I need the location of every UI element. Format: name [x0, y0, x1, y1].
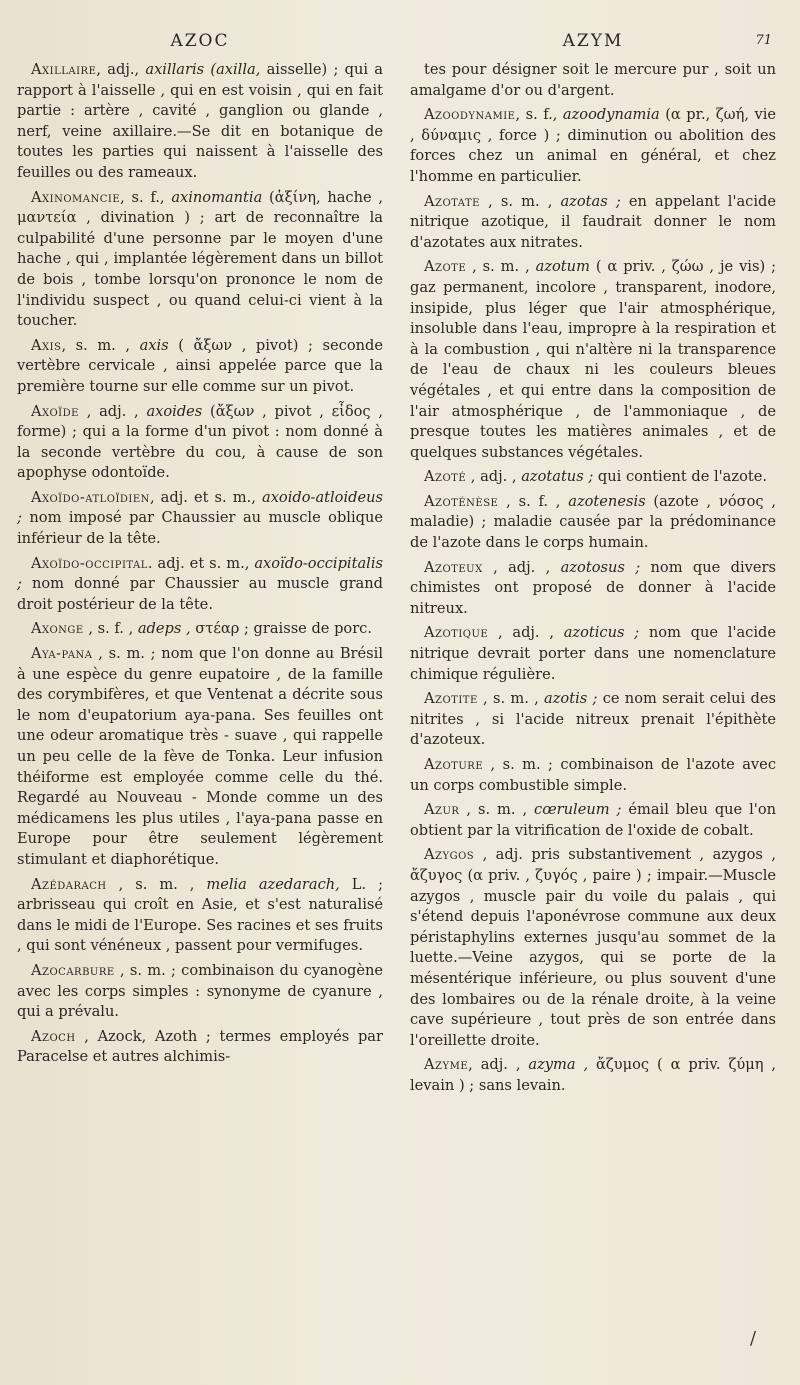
dictionary-entry: [410, 60, 776, 101]
dictionary-entry: [17, 1027, 383, 1068]
entry-definition: (azote , νόσος , maladie) ; maladie causée par la prédominance de l'azote dans le corps humain.: [410, 492, 776, 552]
entry-definition: aisselle) ; qui a rapport à l'aisselle , qui en est voisin , qui en fait partie : artère , cavité , ganglion ou glande , nerf, veine axillaire.—Se dit en botanique de toutes les parties qui naissent à l'aisselle des feuilles ou des rameaux.: [17, 61, 383, 181]
entry-definition: qui contient de l'azote.: [593, 468, 767, 486]
entry-headword: Axonge: [31, 620, 84, 638]
entry-definition: στέαρ ; graisse de porc.: [190, 620, 372, 638]
dictionary-entry: [410, 845, 776, 1051]
entry-headword: Azoture: [424, 756, 484, 773]
left-entries: [17, 60, 383, 1068]
header-left-text: AZOC: [170, 31, 230, 51]
right-column: [410, 0, 776, 1101]
entry-headword: Azédarach: [31, 875, 107, 893]
entry-grammar: , s. f.,: [515, 106, 563, 124]
entry-headword: Axillaire: [31, 61, 97, 78]
entry-latin: axis: [139, 336, 169, 354]
dictionary-entry: [17, 188, 383, 332]
entry-headword: Azoté: [424, 468, 467, 486]
entry-headword: Axinomancie: [31, 188, 121, 206]
entry-definition: L. ; arbrisseau qui croît en Asie, et s'est naturalisé dans le midi de l'Europe. Ses racines et ses fruits , qui sont vénéneux , passent pour vermifuges.: [17, 875, 383, 955]
dictionary-entry: [17, 961, 383, 1023]
entry-grammar: , adj. ,: [78, 402, 147, 420]
entry-latin: azoticus ;: [563, 624, 640, 642]
entry-headword: Azote: [424, 258, 467, 276]
entry-latin: axillaris (axilla,: [145, 61, 261, 78]
entry-headword: Azyme: [424, 1056, 469, 1074]
entry-definition: combinaison de l'azote avec un corps combustible simple.: [410, 756, 776, 794]
entry-latin: azotas ;: [560, 192, 621, 210]
entry-definition: (ἀξίνη, hache , μαντεία , divination ) ; art de reconnaître la culpabilité d'une personne par le moyen d'une hache , qui , implantée légèrement dans un billot de bois , tombe lorsqu'on prononce le nom de l'individu suspect , ou quand celui-ci vient à la toucher.: [17, 188, 383, 330]
entry-grammar: , s. m. ;: [92, 645, 162, 663]
entry-headword: Azoténèse: [424, 492, 499, 510]
entry-headword: Axis: [31, 336, 62, 354]
dictionary-entry: [17, 488, 383, 550]
entry-latin: cœruleum ;: [534, 801, 622, 819]
entry-grammar: . adj. et s. m.,: [147, 554, 255, 572]
stray-mark: /: [750, 1328, 757, 1349]
entry-definition: nom que l'on donne au Brésil à une espèce du genre eupatoire , de la famille des corymbifères, et que Ventenat a décrite sous le nom d'eupatorium aya-pana. Ses feuilles ont une odeur aromatique très - suave , qui rappelle un peu celle de la fève de Tonka. Leur infusion théiforme est employée comme celle du thé. Regardé au Nouveau - Monde comme un des médicamens les plus utiles , l'aya-pana passe en Europe pour être seulement légèrement stimulant et diaphorétique.: [17, 645, 383, 868]
entry-definition: émail bleu que l'on obtient par la vitrification de l'oxide de cobalt.: [410, 801, 777, 839]
entry-grammar: , s. m. ,: [106, 875, 207, 893]
entry-definition: nom donné par Chaussier au muscle grand droit postérieur de la tête.: [17, 575, 383, 613]
entry-latin: melia azedarach,: [206, 875, 340, 893]
dictionary-entry: [17, 875, 383, 957]
entry-definition: tes pour désigner soit le mercure pur , soit un amalgame d'or ou d'argent.: [410, 61, 776, 99]
entry-definition: ( ἄξων , pivot) ; seconde vertèbre cervicale , ainsi appelée parce que la première tourne sur elle comme sur un pivot.: [17, 336, 383, 395]
entry-grammar: , adj. ,: [466, 468, 522, 486]
entry-grammar: , s. m. ,: [466, 258, 536, 276]
entry-grammar: , s. m. ,: [459, 801, 535, 819]
entry-grammar: , s. m. ,: [477, 690, 545, 708]
entry-headword: Axoïde: [31, 402, 79, 420]
entry-definition: en appelant l'acide nitrique azotique, il faudrait donner le nom d'azotates aux nitrates.: [410, 192, 777, 251]
dictionary-entry: [410, 755, 776, 796]
running-header-left: [17, 26, 383, 56]
dictionary-entry: [410, 257, 776, 463]
entry-definition: nom imposé par Chaussier au muscle oblique inférieur de la tête.: [17, 509, 383, 548]
page-number: 71: [755, 33, 772, 48]
entry-headword: Azocarbure: [31, 961, 115, 979]
header-right-text: AZYM: [562, 31, 624, 51]
entry-latin: azotosus ;: [560, 558, 641, 576]
entry-grammar: , adj.,: [96, 61, 146, 78]
entry-headword: Axoïdo-atloïdien: [31, 488, 150, 506]
entry-headword: Azoch: [31, 1027, 76, 1045]
entry-grammar: , adj.: [474, 846, 532, 864]
dictionary-entry: [410, 558, 776, 620]
dictionary-entry: [410, 1055, 776, 1096]
entry-definition: nom que divers chimistes ont proposé de donner à l'acide nitreux.: [410, 558, 776, 617]
dictionary-entry: [410, 192, 776, 254]
entry-definition: ce nom serait celui des nitrites , si l'acide nitreux prenait l'épithète d'azoteux.: [410, 690, 776, 749]
dictionary-entry: [17, 336, 383, 398]
running-header-right: [410, 26, 776, 56]
dictionary-entry: [17, 644, 383, 871]
dictionary-entry: [410, 800, 776, 841]
entry-latin: axoido-atloideus ;: [17, 488, 383, 527]
dictionary-entry: [410, 689, 776, 751]
entry-definition: Azock, Azoth ; termes employés par Paracelse et autres alchimis-: [17, 1027, 383, 1066]
entry-definition: (α pr., ζωή, vie , δύναμις , force ) ; diminution ou abolition des forces chez un animal en général, et chez l'homme en particulier.: [410, 106, 777, 185]
entry-headword: Azoodynamie: [424, 106, 516, 124]
entry-definition: (ἄξων , pivot , εἶδος , forme) ; qui a la forme d'un pivot : nom donné à la seconde vertèbre du cou, à cause de son apophyse odontoïde.: [17, 402, 383, 482]
entry-grammar: , adj. ,: [468, 1056, 529, 1074]
entry-definition: ( α priv. , ζώω , je vis) ; gaz permanent, incolore , transparent, inodore, insipide, plus léger que l'air atmosphérique, insoluble dans l'eau, impropre à la respiration et à la combustion , qui n'altère ni la transparence de l'eau de chaux ni les couleurs bleues végétales , et qui entre dans la composition de l'air atmosphérique , de l'ammoniaque , de presque toutes les matières animales , et de quelques substances végétales.: [410, 258, 776, 461]
dictionary-entry: [410, 623, 776, 685]
dictionary-entry: [17, 402, 383, 484]
left-column: [17, 0, 383, 1072]
entry-headword: Azotique: [424, 624, 489, 642]
entry-headword: Azoteux: [424, 558, 483, 576]
entry-grammar: , s. f.,: [120, 188, 172, 206]
entry-latin: azotum: [535, 258, 590, 276]
entry-latin: azyma ,: [528, 1056, 589, 1074]
entry-headword: Azotite: [424, 690, 478, 708]
entry-latin: axoïdo-occipitalis ;: [17, 554, 383, 593]
entry-headword: Azur: [424, 801, 460, 819]
entry-definition: ἄζυμος ( α priv. ζύμη , levain ) ; sans levain.: [410, 1056, 777, 1094]
entry-grammar: , adj. et s. m.,: [149, 488, 262, 506]
entry-headword: Aya-pana: [31, 645, 93, 663]
entry-latin: azotatus ;: [521, 468, 594, 486]
entry-grammar: ,: [75, 1027, 98, 1045]
entry-grammar: , s. f. ,: [83, 620, 138, 638]
entry-grammar: , adj. ,: [488, 624, 564, 642]
entry-latin: azotis ;: [544, 690, 598, 708]
entry-latin: axinomantia: [171, 188, 263, 206]
entry-latin: azotenesis: [568, 492, 646, 510]
entry-latin: azoodynamia: [562, 106, 660, 124]
entry-headword: Azygos: [424, 846, 475, 864]
entry-grammar: , s. f. ,: [498, 492, 569, 510]
entry-grammar: , adj. ,: [482, 558, 561, 576]
dictionary-entry: [17, 60, 383, 184]
dictionary-entry: [410, 105, 776, 187]
dictionary-entry: [17, 619, 383, 640]
entry-latin: adeps ,: [137, 620, 191, 638]
entry-grammar: , s. m. ,: [479, 192, 561, 210]
right-entries: [410, 60, 776, 1097]
entry-headword: Azotate: [424, 192, 480, 210]
entry-definition: nom que l'acide nitrique devrait porter dans une nomenclature chimique régulière.: [410, 624, 776, 683]
entry-headword: Axoïdo-occipital: [31, 554, 148, 572]
entry-definition: pris substantivement , azygos , ἄζυγος (α priv. , ζυγός , paire ) ; impair.—Muscle azygos , muscle pair du voile du palais , qui s'étend depuis l'aponévrose commune aux deux péristaphylins externes jusqu'au sommet de la luette.—Veine azygos, qui se porte de la mésentérique inférieure, ou plus souvent d'une des lombaires ou de la rénale droite, à la veine cave supérieure , tout près de son entrée dans l'oreillette droite.: [410, 846, 776, 1049]
entry-grammar: , s. m. ;: [114, 961, 182, 979]
entry-grammar: , s. m. ;: [483, 756, 561, 773]
entry-definition: combinaison du cyanogène avec les corps simples : synonyme de cyanure , qui a prévalu.: [17, 961, 383, 1021]
dictionary-entry: [17, 554, 383, 616]
entry-latin: axoides: [146, 402, 203, 420]
dictionary-entry: [410, 492, 776, 554]
dictionary-entry: [410, 467, 776, 488]
entry-grammar: , s. m. ,: [61, 336, 140, 354]
